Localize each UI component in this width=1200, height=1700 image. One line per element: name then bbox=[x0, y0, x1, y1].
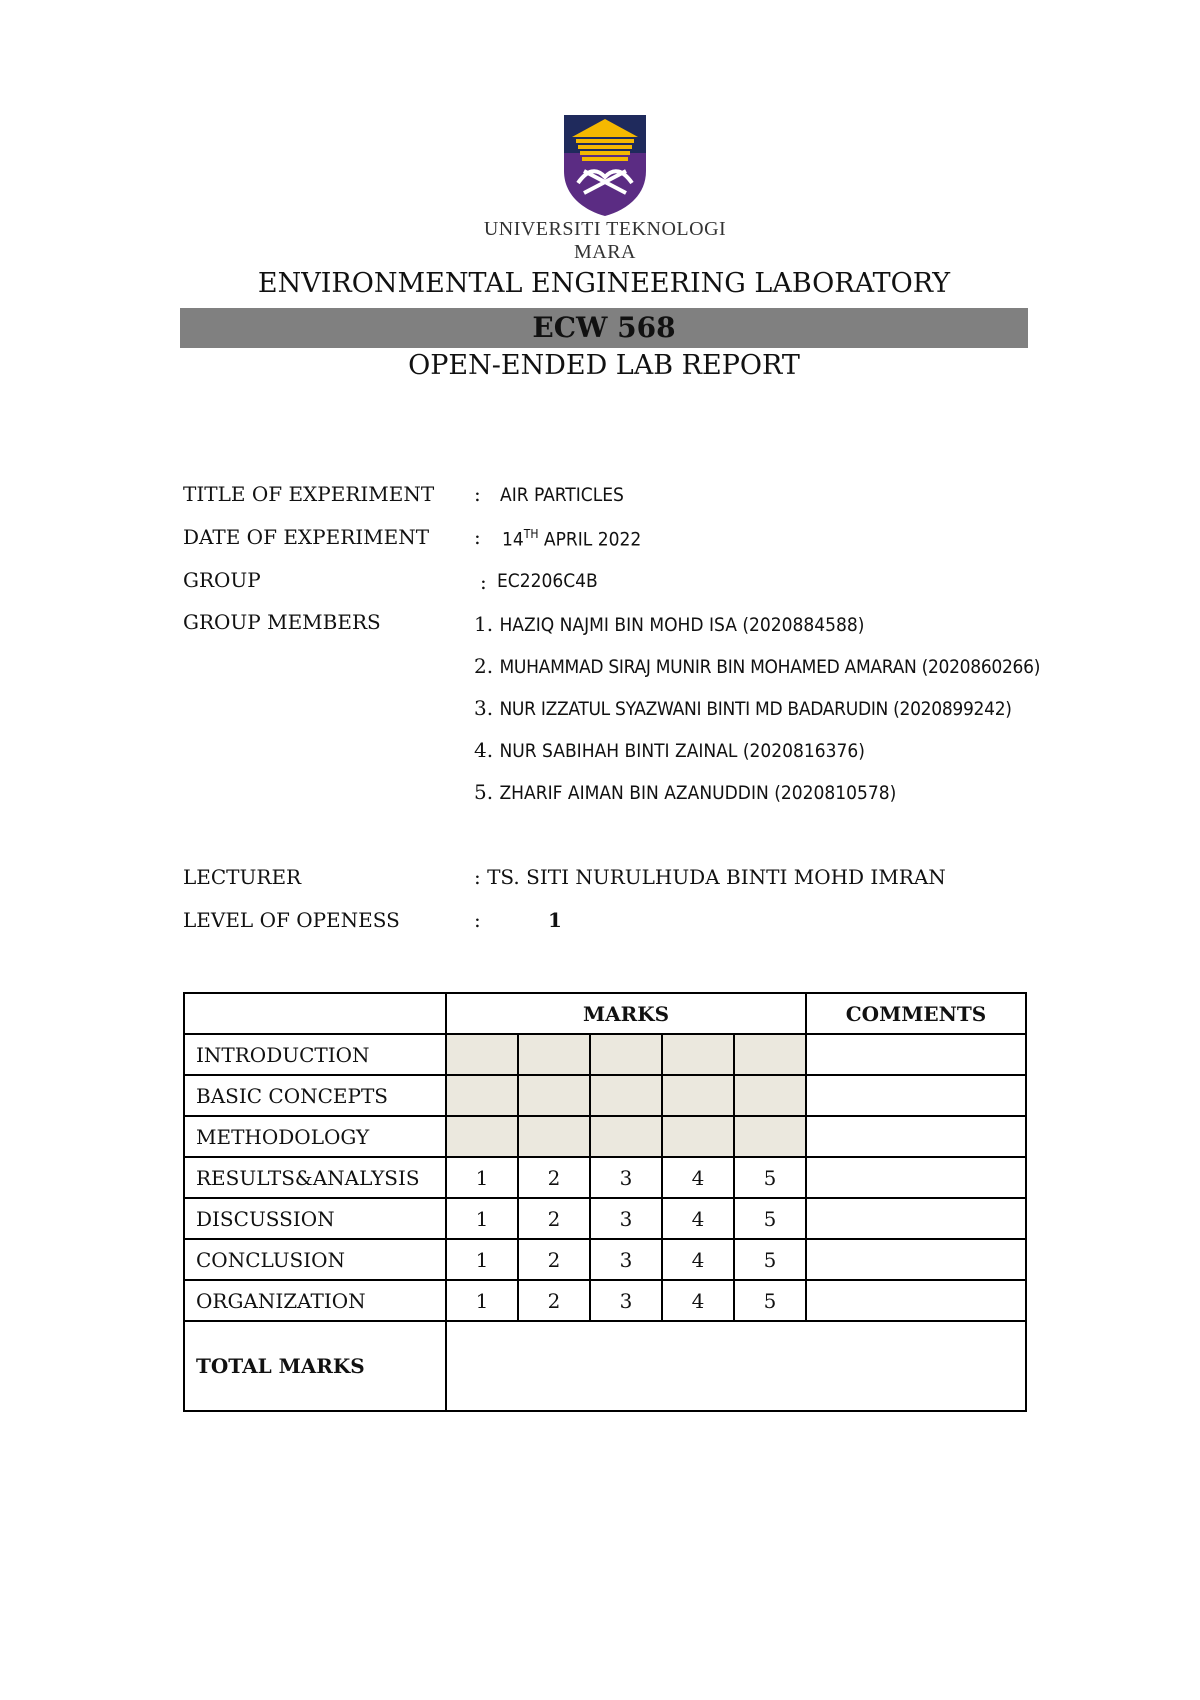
mark-option[interactable]: 5 bbox=[734, 1280, 806, 1321]
mark-option[interactable]: 2 bbox=[518, 1239, 590, 1280]
group-colon: : bbox=[480, 570, 487, 594]
mark-option[interactable]: 2 bbox=[518, 1198, 590, 1239]
table-row bbox=[184, 1239, 1026, 1280]
marks-header: MARKS bbox=[446, 993, 806, 1034]
mark-option[interactable]: 1 bbox=[446, 1239, 518, 1280]
shaded-mark-cell[interactable] bbox=[518, 1034, 590, 1075]
member-2: 2. MUHAMMAD SIRAJ MUNIR BIN MOHAMED AMARAN (2020860266) bbox=[474, 654, 1041, 678]
comment-cell[interactable] bbox=[806, 1116, 1026, 1157]
criterion-label: CONCLUSION bbox=[184, 1239, 446, 1280]
total-marks-label: TOTAL MARKS bbox=[184, 1321, 446, 1411]
comment-cell[interactable] bbox=[806, 1239, 1026, 1280]
mark-option[interactable]: 4 bbox=[662, 1239, 734, 1280]
lecturer-label: LECTURER bbox=[183, 865, 302, 889]
shaded-mark-cell[interactable] bbox=[662, 1075, 734, 1116]
shaded-mark-cell[interactable] bbox=[734, 1034, 806, 1075]
mark-option[interactable]: 3 bbox=[590, 1198, 662, 1239]
shaded-mark-cell[interactable] bbox=[518, 1116, 590, 1157]
total-marks-cell[interactable] bbox=[446, 1321, 1026, 1411]
comment-cell[interactable] bbox=[806, 1280, 1026, 1321]
mark-option[interactable]: 1 bbox=[446, 1280, 518, 1321]
marks-table bbox=[183, 992, 1027, 1412]
comment-cell[interactable] bbox=[806, 1157, 1026, 1198]
shaded-mark-cell[interactable] bbox=[446, 1075, 518, 1116]
shaded-mark-cell[interactable] bbox=[662, 1116, 734, 1157]
criterion-label: METHODOLOGY bbox=[184, 1116, 446, 1157]
table-row bbox=[184, 1198, 1026, 1239]
lecturer-value: : TS. SITI NURULHUDA BINTI MOHD IMRAN bbox=[474, 865, 946, 889]
report-type: OPEN-ENDED LAB REPORT bbox=[408, 350, 800, 381]
mark-option[interactable]: 4 bbox=[662, 1157, 734, 1198]
criterion-label: BASIC CONCEPTS bbox=[184, 1075, 446, 1116]
mark-option[interactable]: 2 bbox=[518, 1280, 590, 1321]
comment-cell[interactable] bbox=[806, 1075, 1026, 1116]
shaded-mark-cell[interactable] bbox=[734, 1075, 806, 1116]
table-row bbox=[184, 1116, 1026, 1157]
openess-colon: : bbox=[474, 908, 481, 932]
member-3: 3. NUR IZZATUL SYAZWANI BINTI MD BADARUDIN (2020899242) bbox=[474, 696, 1012, 720]
mark-option[interactable]: 2 bbox=[518, 1157, 590, 1198]
date-of-experiment-label: DATE OF EXPERIMENT bbox=[183, 525, 430, 549]
table-row bbox=[184, 1157, 1026, 1198]
date-colon: : bbox=[474, 525, 481, 549]
group-members-label: GROUP MEMBERS bbox=[183, 610, 381, 634]
criterion-label: DISCUSSION bbox=[184, 1198, 446, 1239]
shaded-mark-cell[interactable] bbox=[590, 1116, 662, 1157]
title-of-experiment-label: TITLE OF EXPERIMENT bbox=[183, 482, 435, 506]
mark-option[interactable]: 5 bbox=[734, 1239, 806, 1280]
comment-cell[interactable] bbox=[806, 1198, 1026, 1239]
member-1: 1. HAZIQ NAJMI BIN MOHD ISA (2020884588) bbox=[474, 612, 865, 636]
title-of-experiment-value: AIR PARTICLES bbox=[500, 484, 624, 506]
mark-option[interactable]: 4 bbox=[662, 1280, 734, 1321]
mark-option[interactable]: 4 bbox=[662, 1198, 734, 1239]
mark-option[interactable]: 3 bbox=[590, 1157, 662, 1198]
group-label: GROUP bbox=[183, 568, 261, 592]
criterion-label: ORGANIZATION bbox=[184, 1280, 446, 1321]
level-of-openess-label: LEVEL OF OPENESS bbox=[183, 908, 400, 932]
title-colon: : bbox=[474, 482, 481, 506]
member-4: 4. NUR SABIHAH BINTI ZAINAL (2020816376) bbox=[474, 738, 865, 762]
shaded-mark-cell[interactable] bbox=[590, 1075, 662, 1116]
table-row bbox=[184, 1075, 1026, 1116]
table-row bbox=[184, 1034, 1026, 1075]
table-header-row bbox=[184, 993, 1026, 1034]
course-code-bar: ECW 568 bbox=[180, 308, 1028, 348]
mark-option[interactable]: 1 bbox=[446, 1157, 518, 1198]
lab-title: ENVIRONMENTAL ENGINEERING LABORATORY bbox=[257, 268, 951, 299]
uitm-logo bbox=[455, 108, 755, 263]
criterion-label: INTRODUCTION bbox=[184, 1034, 446, 1075]
group-value: EC2206C4B bbox=[497, 570, 598, 592]
total-marks-row bbox=[184, 1321, 1026, 1411]
shaded-mark-cell[interactable] bbox=[518, 1075, 590, 1116]
table-row bbox=[184, 1280, 1026, 1321]
shaded-mark-cell[interactable] bbox=[662, 1034, 734, 1075]
uitm-crest-icon bbox=[562, 113, 648, 217]
mark-option[interactable]: 5 bbox=[734, 1198, 806, 1239]
mark-option[interactable]: 3 bbox=[590, 1280, 662, 1321]
comment-cell[interactable] bbox=[806, 1034, 1026, 1075]
comments-header: COMMENTS bbox=[806, 993, 1026, 1034]
shaded-mark-cell[interactable] bbox=[734, 1116, 806, 1157]
date-of-experiment-value: 14TH APRIL 2022 bbox=[502, 527, 642, 551]
level-of-openess-value: 1 bbox=[548, 908, 562, 932]
shaded-mark-cell[interactable] bbox=[446, 1116, 518, 1157]
shaded-mark-cell[interactable] bbox=[446, 1034, 518, 1075]
header-empty-cell bbox=[184, 993, 446, 1034]
criterion-label: RESULTS&ANALYSIS bbox=[184, 1157, 446, 1198]
mark-option[interactable]: 1 bbox=[446, 1198, 518, 1239]
mark-option[interactable]: 3 bbox=[590, 1239, 662, 1280]
university-name: UNIVERSITI TEKNOLOGI MARA bbox=[483, 218, 727, 263]
mark-option[interactable]: 5 bbox=[734, 1157, 806, 1198]
shaded-mark-cell[interactable] bbox=[590, 1034, 662, 1075]
member-5: 5. ZHARIF AIMAN BIN AZANUDDIN (2020810578) bbox=[474, 780, 897, 804]
